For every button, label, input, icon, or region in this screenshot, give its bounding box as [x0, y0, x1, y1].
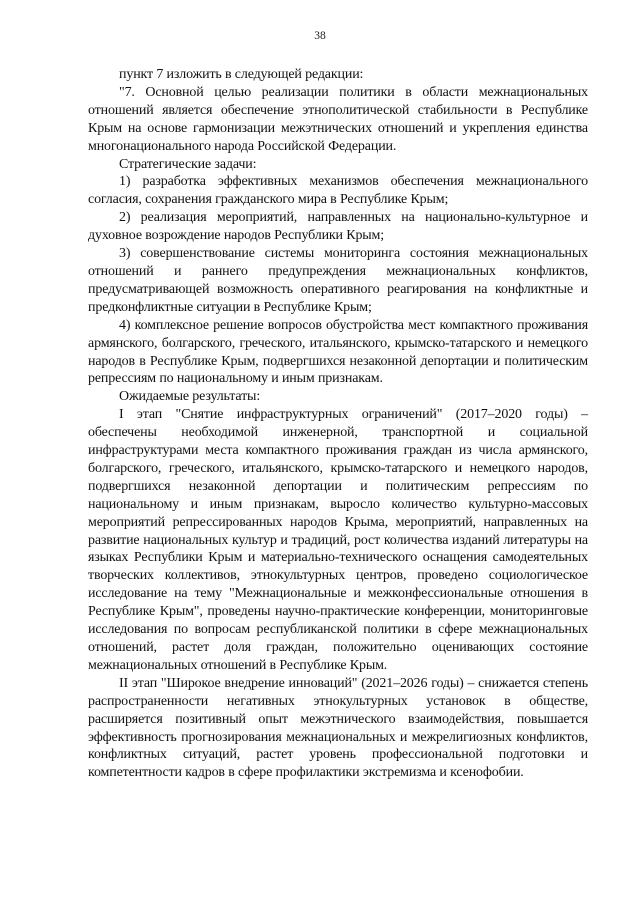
paragraph-task-2: 2) реализация мероприятий, направленных на национально-культурное и духовное возрождение народов Республики Крым; — [88, 210, 588, 244]
paragraph-expected-results-heading: Ожидаемые результаты: — [119, 389, 261, 405]
paragraph-task-1: 1) разработка эффективных механизмов обеспечения межнационального согласия, сохранения гражданского мира в Республике Крым; — [88, 174, 588, 208]
paragraph-task-3: 3) совершенствование системы мониторинга состояния межнациональных отношений и раннего предупреждения межнациональных конфликтов, предусматривающей возможность оперативного реагирования на конфликтные и предконфликтные ситуации в Республике Крым; — [88, 246, 588, 315]
paragraph-stage-1: I этап "Снятие инфраструктурных ограничений" (2017–2020 годы) – обеспечены необходимой инженерной, транспортной и социальной инфраструктурами места компактного проживания граждан из числа армянского, болгарского, греческого, итальянского, крымско-татарского и немецкого народов, подвергшихся незаконной депортации и политическим репрессиям по национальному и иным признакам, выросло количество культурно-массовых мероприятий репрессированных народов Крыма, мероприятий, направленных на развитие национальных культур и традиций, рост количества изданий литературы на языках Республики Крым и материально-технического оснащения самодеятельных творческих коллективов, этнокультурных центров, проведено социологическое исследование на тему "Межнациональные и межконфессиональные отношения в Республике Крым", проведены научно-практические конференции, мониторинговые исследования по вопросам республиканской политики в сфере межнациональных отношений, растет доля граждан, положительно оценивающих состояние межнациональных отношений в Республике Крым. — [88, 407, 588, 673]
paragraph-strategic-tasks-heading: Стратегические задачи: — [119, 156, 257, 172]
page-number: 38 — [314, 30, 326, 42]
paragraph-stage-2: II этап "Широкое внедрение инноваций" (2021–2026 годы) – снижается степень распространенности негативных этнокультурных установок в обществе, расширяется позитивный опыт межэтнического взаимодействия, повышается эффективность прогнозирования межнациональных и межрелигиозных конфликтов, конфликтных ситуаций, растет уровень профессиональной подготовки и компетентности кадров в сфере профилактики экстремизма и ксенофобии. — [88, 675, 588, 781]
paragraph-amendment-intro: пункт 7 изложить в следующей редакции: — [119, 67, 364, 82]
paragraph-main-goal: "7. Основной целью реализации политики в области межнациональных отношений является обеспечение этнополитической стабильности в Республике Крым на основе гармонизации межэтнических отношений и укрепления единства многонационального народа Российской Федерации. — [88, 84, 588, 154]
paragraph-task-4: 4) комплексное решение вопросов обустройства мест компактного проживания армянского, болгарского, греческого, итальянского, крымско-татарского и немецкого народов в Республике Крым, подвергшихся незаконной депортации и политическим репрессиям по национальному и иным признакам. — [88, 317, 588, 387]
document-body — [88, 66, 588, 782]
